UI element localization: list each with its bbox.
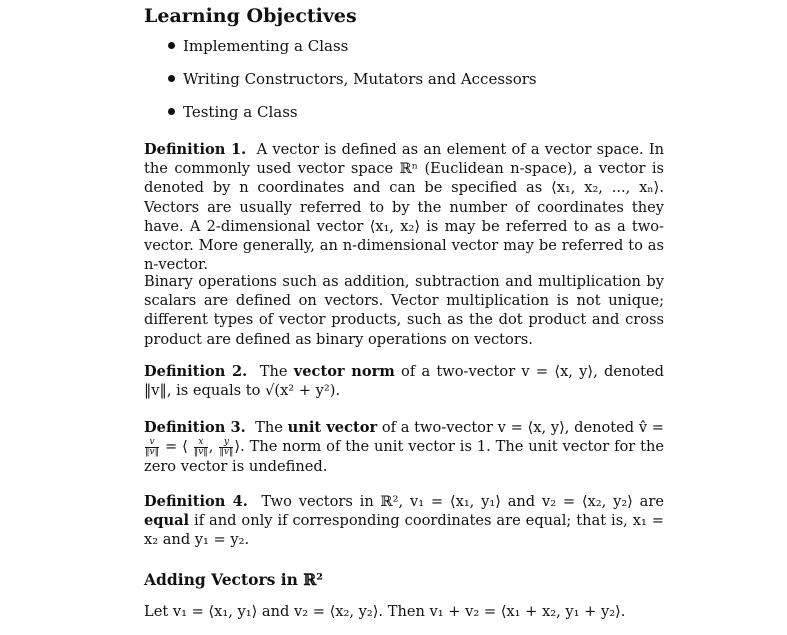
bullet-icon xyxy=(168,75,175,82)
list-item: Writing Constructors, Mutators and Accessors xyxy=(168,69,537,102)
definition-4: Definition 4. Two vectors in ℝ², v₁ = ⟨x₁, y₁⟩ and v₂ = ⟨x₂, y₂⟩ are equal if and only if corresponding coordinates are equal; that is, x₁ = x₂ and y₁ = y₂. xyxy=(144,493,664,549)
section-heading: Adding Vectors in ℝ² xyxy=(144,570,324,589)
fraction: $\frac{x}{‖v‖}$ xyxy=(193,436,208,457)
definition-text: A vector is defined as an element of a vector space. In the commonly used vector space ℝⁿ (Euclidean n-space), a vector is denoted by n coordinates and can be specified as ⟨x₁, x₂, ..., xₙ⟩. Vectors are usually referred to by the number of coordinates they have. A 2-dimensional vector ⟨x₁, x₂⟩ is may be referred to as a two-vector. More generally, an n-dimensional vector may be referred to as n-vector. xyxy=(144,141,664,274)
list-item: Implementing a Class xyxy=(168,36,537,69)
definition-1 xyxy=(144,140,664,274)
term: equal xyxy=(144,512,190,530)
term: unit vector xyxy=(287,419,378,436)
definition-label: Definition 2. xyxy=(144,363,248,380)
adding-vectors-text: Let v₁ = ⟨x₁, y₁⟩ and v₂ = ⟨x₂, y₂⟩. Then v₁ + v₂ = ⟨x₁ + x₂, y₁ + y₂⟩. xyxy=(144,603,626,620)
definition-label: Definition 1. xyxy=(144,141,247,158)
term: vector norm xyxy=(293,363,395,380)
definition-label: Definition 4. xyxy=(144,493,248,510)
bullet-icon xyxy=(168,108,175,115)
list-item: Testing a Class xyxy=(168,102,537,135)
definition-2: Definition 2. The vector norm of a two-vector v = ⟨x, y⟩, denoted ‖v‖, is equals to √(x² + y²). xyxy=(144,363,665,400)
binary-operations-paragraph: Binary operations such as addition, subtraction and multiplication by scalars are defined on vectors. Vector multiplication is not unique; different types of vector products, such as the dot product and cross product are defined as binary operations on vectors. xyxy=(144,273,664,348)
fraction: $\frac{v}{‖v‖}$ xyxy=(145,436,160,457)
page-title: Learning Objectives xyxy=(144,5,357,27)
fraction: $\frac{y}{‖v‖}$ xyxy=(219,436,234,457)
definition-text: of a two-vector v = ⟨x, y⟩, denoted ‖v‖, is equals to √(x² + y²). xyxy=(144,363,665,400)
bullet-icon xyxy=(168,42,175,49)
definition-3: Definition 3. The unit vector of a two-vector v = ⟨x, y⟩, denoted v̂ = $\frac{v}{‖v‖}$ = ⟨ $\frac{x}{‖v‖}$ , $\frac{y}{‖v‖}$ ⟩. The norm of the unit vector is 1. The unit vector for the zero vector is undefined. xyxy=(144,419,665,475)
objectives-list xyxy=(168,36,537,135)
definition-label: Definition 3. xyxy=(144,419,246,436)
